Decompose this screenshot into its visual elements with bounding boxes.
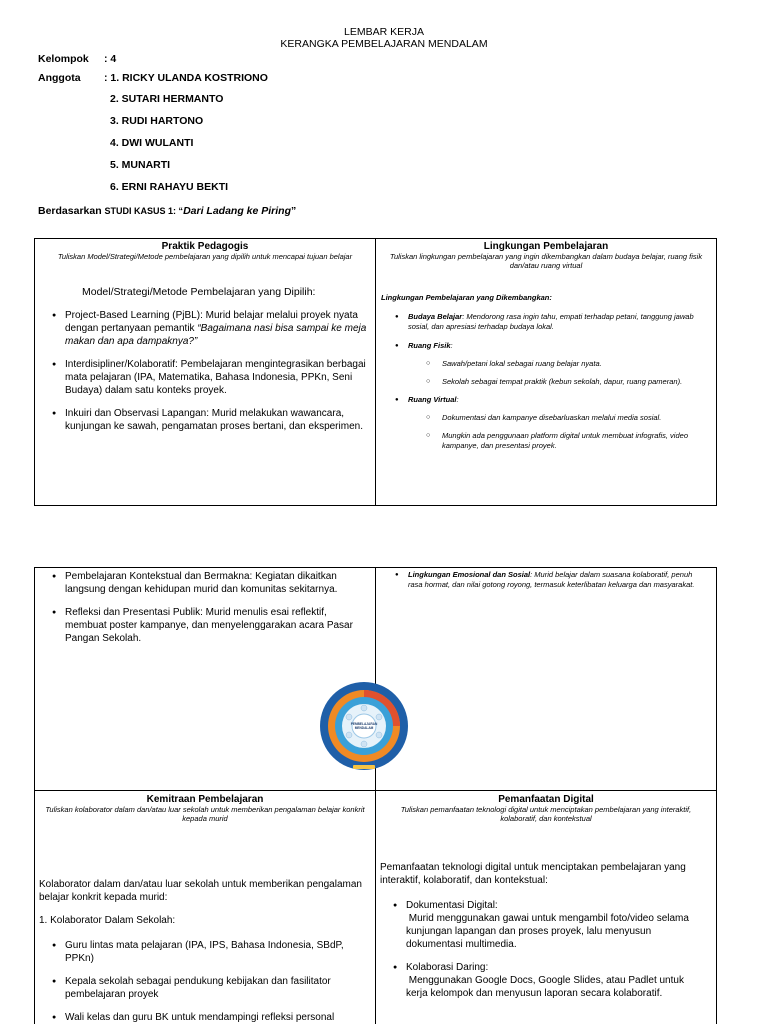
list-item: ● Refleksi dan Presentasi Publik: Murid menulis esai reflektif, membuat poster kampanye, dan menyelenggarakan acara Pasar Pangan Sekolah. <box>35 606 369 645</box>
lingkungan-list-continued <box>376 570 716 590</box>
case-suffix: ” <box>291 205 297 217</box>
member-3: 3. RUDI HARTONO <box>110 115 204 127</box>
case-study-line <box>38 205 296 217</box>
deep-learning-framework-diagram <box>319 681 409 771</box>
list-item: ● Ruang Virtual: ○ Dokumentasi dan kampanye disebarluaskan melalui media sosial. ○ Mungkin ada penggunaan platform digital untuk membuat infografis, video kampanye, dan presentasi proyek. <box>376 395 708 451</box>
digital-subtitle: Tuliskan pemanfaatan teknologi digital untuk menciptakan pembelajaran yang interaktif, kolaboratif, dan kontekstual <box>400 805 692 823</box>
digital-intro: Pemanfaatan teknologi digital untuk menciptakan pembelajaran yang interaktif, kolaboratif, dan kontekstual: <box>380 862 686 886</box>
praktik-subtitle: Tuliskan Model/Strategi/Metode pembelajaran yang dipilih untuk mencapai tujuan belajar <box>57 252 353 261</box>
lingkungan-continued-cell <box>376 568 717 791</box>
framework-table-top <box>34 238 717 506</box>
list-item: ● Kolaborasi Daring: Menggunakan Google Docs, Google Slides, atau Padlet untuk kerja kelompok dan menyusun laporan secara kolaboratif. <box>376 961 706 1000</box>
diagram-center-line2: MENDALAM <box>354 726 374 730</box>
kemitraan-cell <box>35 791 376 1024</box>
worksheet-header <box>0 26 768 50</box>
lingkungan-cell <box>376 239 717 506</box>
praktik-list <box>35 309 375 433</box>
list-item: ● Guru lintas mata pelajaran (IPA, IPS, Bahasa Indonesia, SBdP, PPKn) <box>35 939 367 965</box>
list-item: ● Wali kelas dan guru BK untuk mendampingi refleksi personal <box>35 1011 367 1024</box>
lingkungan-title: Lingkungan Pembelajaran <box>483 241 609 252</box>
list-item: ○ Mungkin ada penggunaan platform digital untuk membuat infografis, video kampanye, dan presentasi proyek. <box>376 431 700 451</box>
list-item: ● Ruang Fisik: ○ Sawah/petani lokal sebagai ruang belajar nyata. ○ Sekolah sebagai tempat praktik (kebun sekolah, dapur, ruang pameran). <box>376 341 708 387</box>
members-label: Anggota <box>38 72 81 84</box>
list-item: ● Interdisipliner/Kolaboratif: Pembelajaran mengintegrasikan berbagai mata pelajaran (IPA, Matematika, Bahasa Indonesia, PPKn, Seni Budaya) dalam satu konteks proyek. <box>35 358 367 397</box>
praktik-title: Praktik Pedagogis <box>161 241 249 252</box>
case-label: STUDI KASUS 1: “ <box>104 206 184 216</box>
member-6: 6. ERNI RAHAYU BEKTI <box>110 181 229 193</box>
member-4: 4. DWI WULANTI <box>110 137 194 149</box>
case-prefix: Berdasarkan <box>38 205 102 217</box>
framework-table-bottom <box>34 567 717 1024</box>
list-item: ● Kepala sekolah sebagai pendukung kebijakan dan fasilitator pembelajaran proyek <box>35 975 367 1001</box>
list-item: ○ Sekolah sebagai tempat praktik (kebun sekolah, dapur, ruang pameran). <box>376 377 700 387</box>
list-item: ● Budaya Belajar: Mendorong rasa ingin tahu, empati terhadap petani, tanggung jawab sosial, dan apresiasi terhadap budaya lokal. <box>376 312 708 332</box>
kemitraan-subheading: 1. Kolaborator Dalam Sekolah: <box>39 915 176 926</box>
worksheet-subtitle: KERANGKA PEMBELAJARAN MENDALAM <box>280 38 488 50</box>
virtual-sublist <box>376 413 708 451</box>
diagram-bottom-tab <box>353 765 375 769</box>
lingkungan-list <box>376 312 716 451</box>
group-value: : 4 <box>104 53 117 65</box>
list-item: ● Dokumentasi Digital: Murid menggunakan gawai untuk mengambil foto/video selama kunjungan lapangan dan proses proyek, lalu menyusun dokumentasi multimedia. <box>376 899 706 951</box>
members-row <box>38 72 268 84</box>
case-title: Dari Ladang ke Piring <box>183 205 292 217</box>
worksheet-title: LEMBAR KERJA <box>344 26 424 38</box>
digital-title: Pemanfaatan Digital <box>498 794 594 805</box>
member-5: 5. MUNARTI <box>110 159 171 171</box>
list-item: ● Project-Based Learning (PjBL): Murid belajar melalui proyek nyata dengan pertanyaan pemantik “Bagaimana nasi bisa sampai ke meja makan dan apa dampaknya?” <box>35 309 367 348</box>
list-item: ○ Sawah/petani lokal sebagai ruang belajar nyata. <box>376 359 700 369</box>
praktik-cell <box>35 239 376 506</box>
kemitraan-intro: Kolaborator dalam dan/atau luar sekolah untuk memberikan pengalaman belajar konkrit kepada murid: <box>39 879 362 903</box>
group-row <box>38 53 116 65</box>
list-item: ● Lingkungan Emosional dan Sosial: Murid belajar dalam suasana kolaboratif, penuh rasa hormat, dan nilai gotong royong, termasuk keterlibatan keluarga dan masyarakat. <box>376 570 706 590</box>
diagram-center-line1: PEMBELAJARAN <box>350 722 378 726</box>
member-2: 2. SUTARI HERMANTO <box>110 93 224 105</box>
member-1: : 1. RICKY ULANDA KOSTRIONO <box>104 72 268 84</box>
fisik-sublist <box>376 359 708 387</box>
lingkungan-subtitle: Tuliskan lingkungan pembelajaran yang ingin dikembangkan dalam budaya belajar, ruang fisik dan/atau ruang virtual <box>389 252 703 270</box>
praktik-heading: Model/Strategi/Metode Pembelajaran yang Dipilih: <box>82 286 316 298</box>
kemitraan-subtitle: Tuliskan kolaborator dalam dan/atau luar sekolah untuk memberikan pengalaman belajar konkrit kepada murid <box>45 805 365 823</box>
praktik-list-continued <box>35 570 375 645</box>
digital-list <box>376 899 716 1000</box>
kemitraan-list <box>35 939 375 1024</box>
list-item: ● Pembelajaran Kontekstual dan Bermakna: Kegiatan dikaitkan langsung dengan kehidupan murid dan komunitas sekitarnya. <box>35 570 369 596</box>
list-item: ○ Dokumentasi dan kampanye disebarluaskan melalui media sosial. <box>376 413 700 423</box>
kemitraan-title: Kemitraan Pembelajaran <box>146 794 264 805</box>
digital-cell <box>376 791 717 1024</box>
list-item: ● Inkuiri dan Observasi Lapangan: Murid melakukan wawancara, kunjungan ke sawah, pengamatan proses bertani, dan eksperimen. <box>35 407 367 433</box>
group-label: Kelompok <box>38 53 89 65</box>
lingkungan-heading: Lingkungan Pembelajaran yang Dikembangkan: <box>381 293 552 302</box>
